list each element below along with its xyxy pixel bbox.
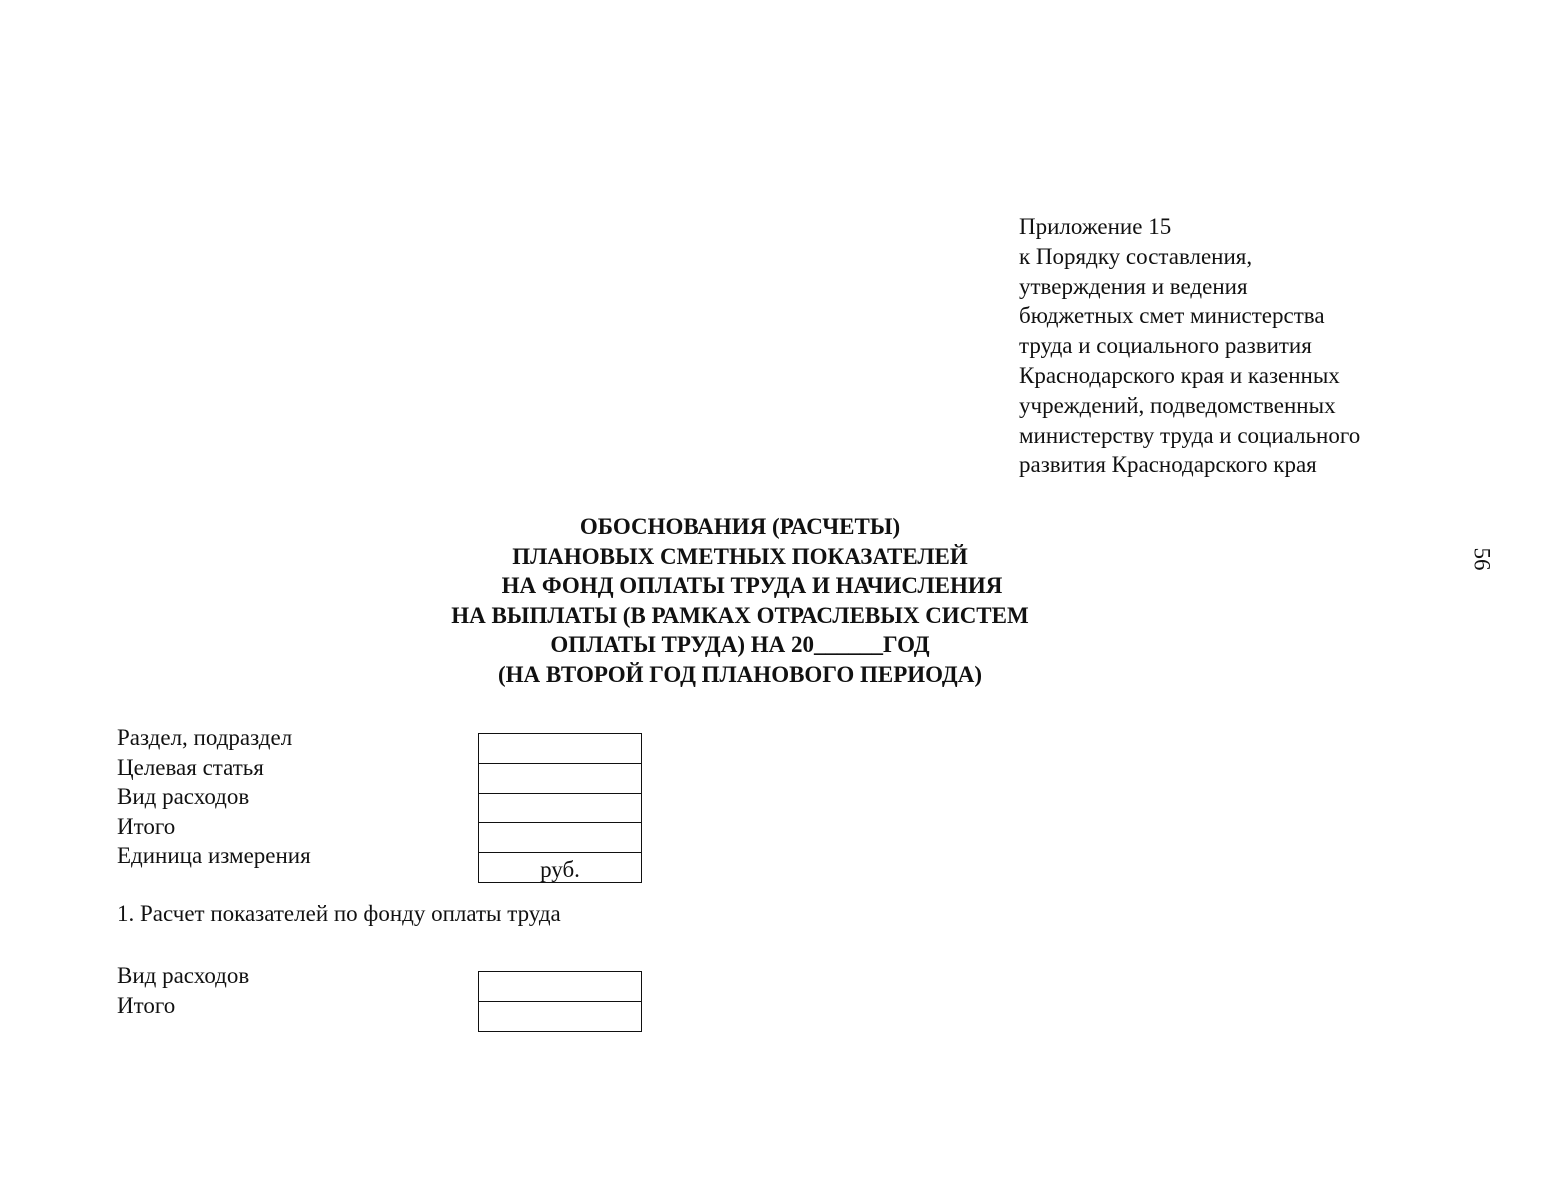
title-line: НА ФОНД ОПЛАТЫ ТРУДА И НАЧИСЛЕНИЯ (501, 573, 1003, 598)
field-total[interactable] (479, 1001, 642, 1031)
field-target-article[interactable] (479, 763, 642, 793)
field-section-subsection[interactable] (479, 734, 642, 764)
title-line: ОБОСНОВАНИЯ (РАСЧЕТЫ) (579, 514, 901, 539)
label-target-article: Целевая статья (117, 754, 264, 780)
appendix-line: Приложение 15 (1019, 214, 1172, 239)
label-unit: Единица измерения (117, 843, 311, 868)
appendix-line: к Порядку составления, (1019, 243, 1253, 269)
appendix-line: труда и социального развития (1019, 333, 1312, 359)
field-unit[interactable]: руб. (479, 853, 642, 883)
title-line: ОПЛАТЫ ТРУДА) НА 20______ГОД (550, 632, 930, 657)
label-total: Итого (117, 992, 176, 1018)
title-line: (НА ВТОРОЙ ГОД ПЛАНОВОГО ПЕРИОДА) (497, 661, 983, 687)
title-line: НА ВЫПЛАТЫ (В РАМКАХ ОТРАСЛЕВЫХ СИСТЕМ (451, 602, 1029, 628)
label-expense-type: Вид расходов (117, 963, 250, 988)
label-total: Итого (117, 813, 176, 839)
appendix-line: бюджетных смет министерства (1019, 303, 1325, 329)
header-form-labels (117, 723, 311, 871)
section-1-labels (117, 961, 249, 1020)
appendix-line: учреждений, подведомственных (1019, 392, 1336, 418)
section-1-boxes (478, 971, 642, 1032)
section-1-heading: 1. Расчет показателей по фонду оплаты труда (117, 901, 561, 926)
label-expense-type: Вид расходов (117, 784, 250, 809)
appendix-note (1019, 212, 1489, 480)
appendix-line: Краснодарского края и казенных (1019, 362, 1340, 388)
page-number: 56 (1469, 547, 1495, 571)
document-title (380, 512, 1100, 689)
field-total[interactable] (479, 823, 642, 853)
header-form-boxes (478, 733, 642, 883)
label-section-subsection: Раздел, подраздел (117, 725, 293, 750)
appendix-line: развития Краснодарского края (1019, 452, 1317, 478)
appendix-line: министерству труда и социального (1019, 422, 1361, 448)
field-expense-type[interactable] (479, 972, 642, 1002)
title-line: ПЛАНОВЫХ СМЕТНЫХ ПОКАЗАТЕЛЕЙ (512, 543, 968, 569)
field-expense-type[interactable] (479, 793, 642, 823)
appendix-line: утверждения и ведения (1019, 273, 1248, 299)
